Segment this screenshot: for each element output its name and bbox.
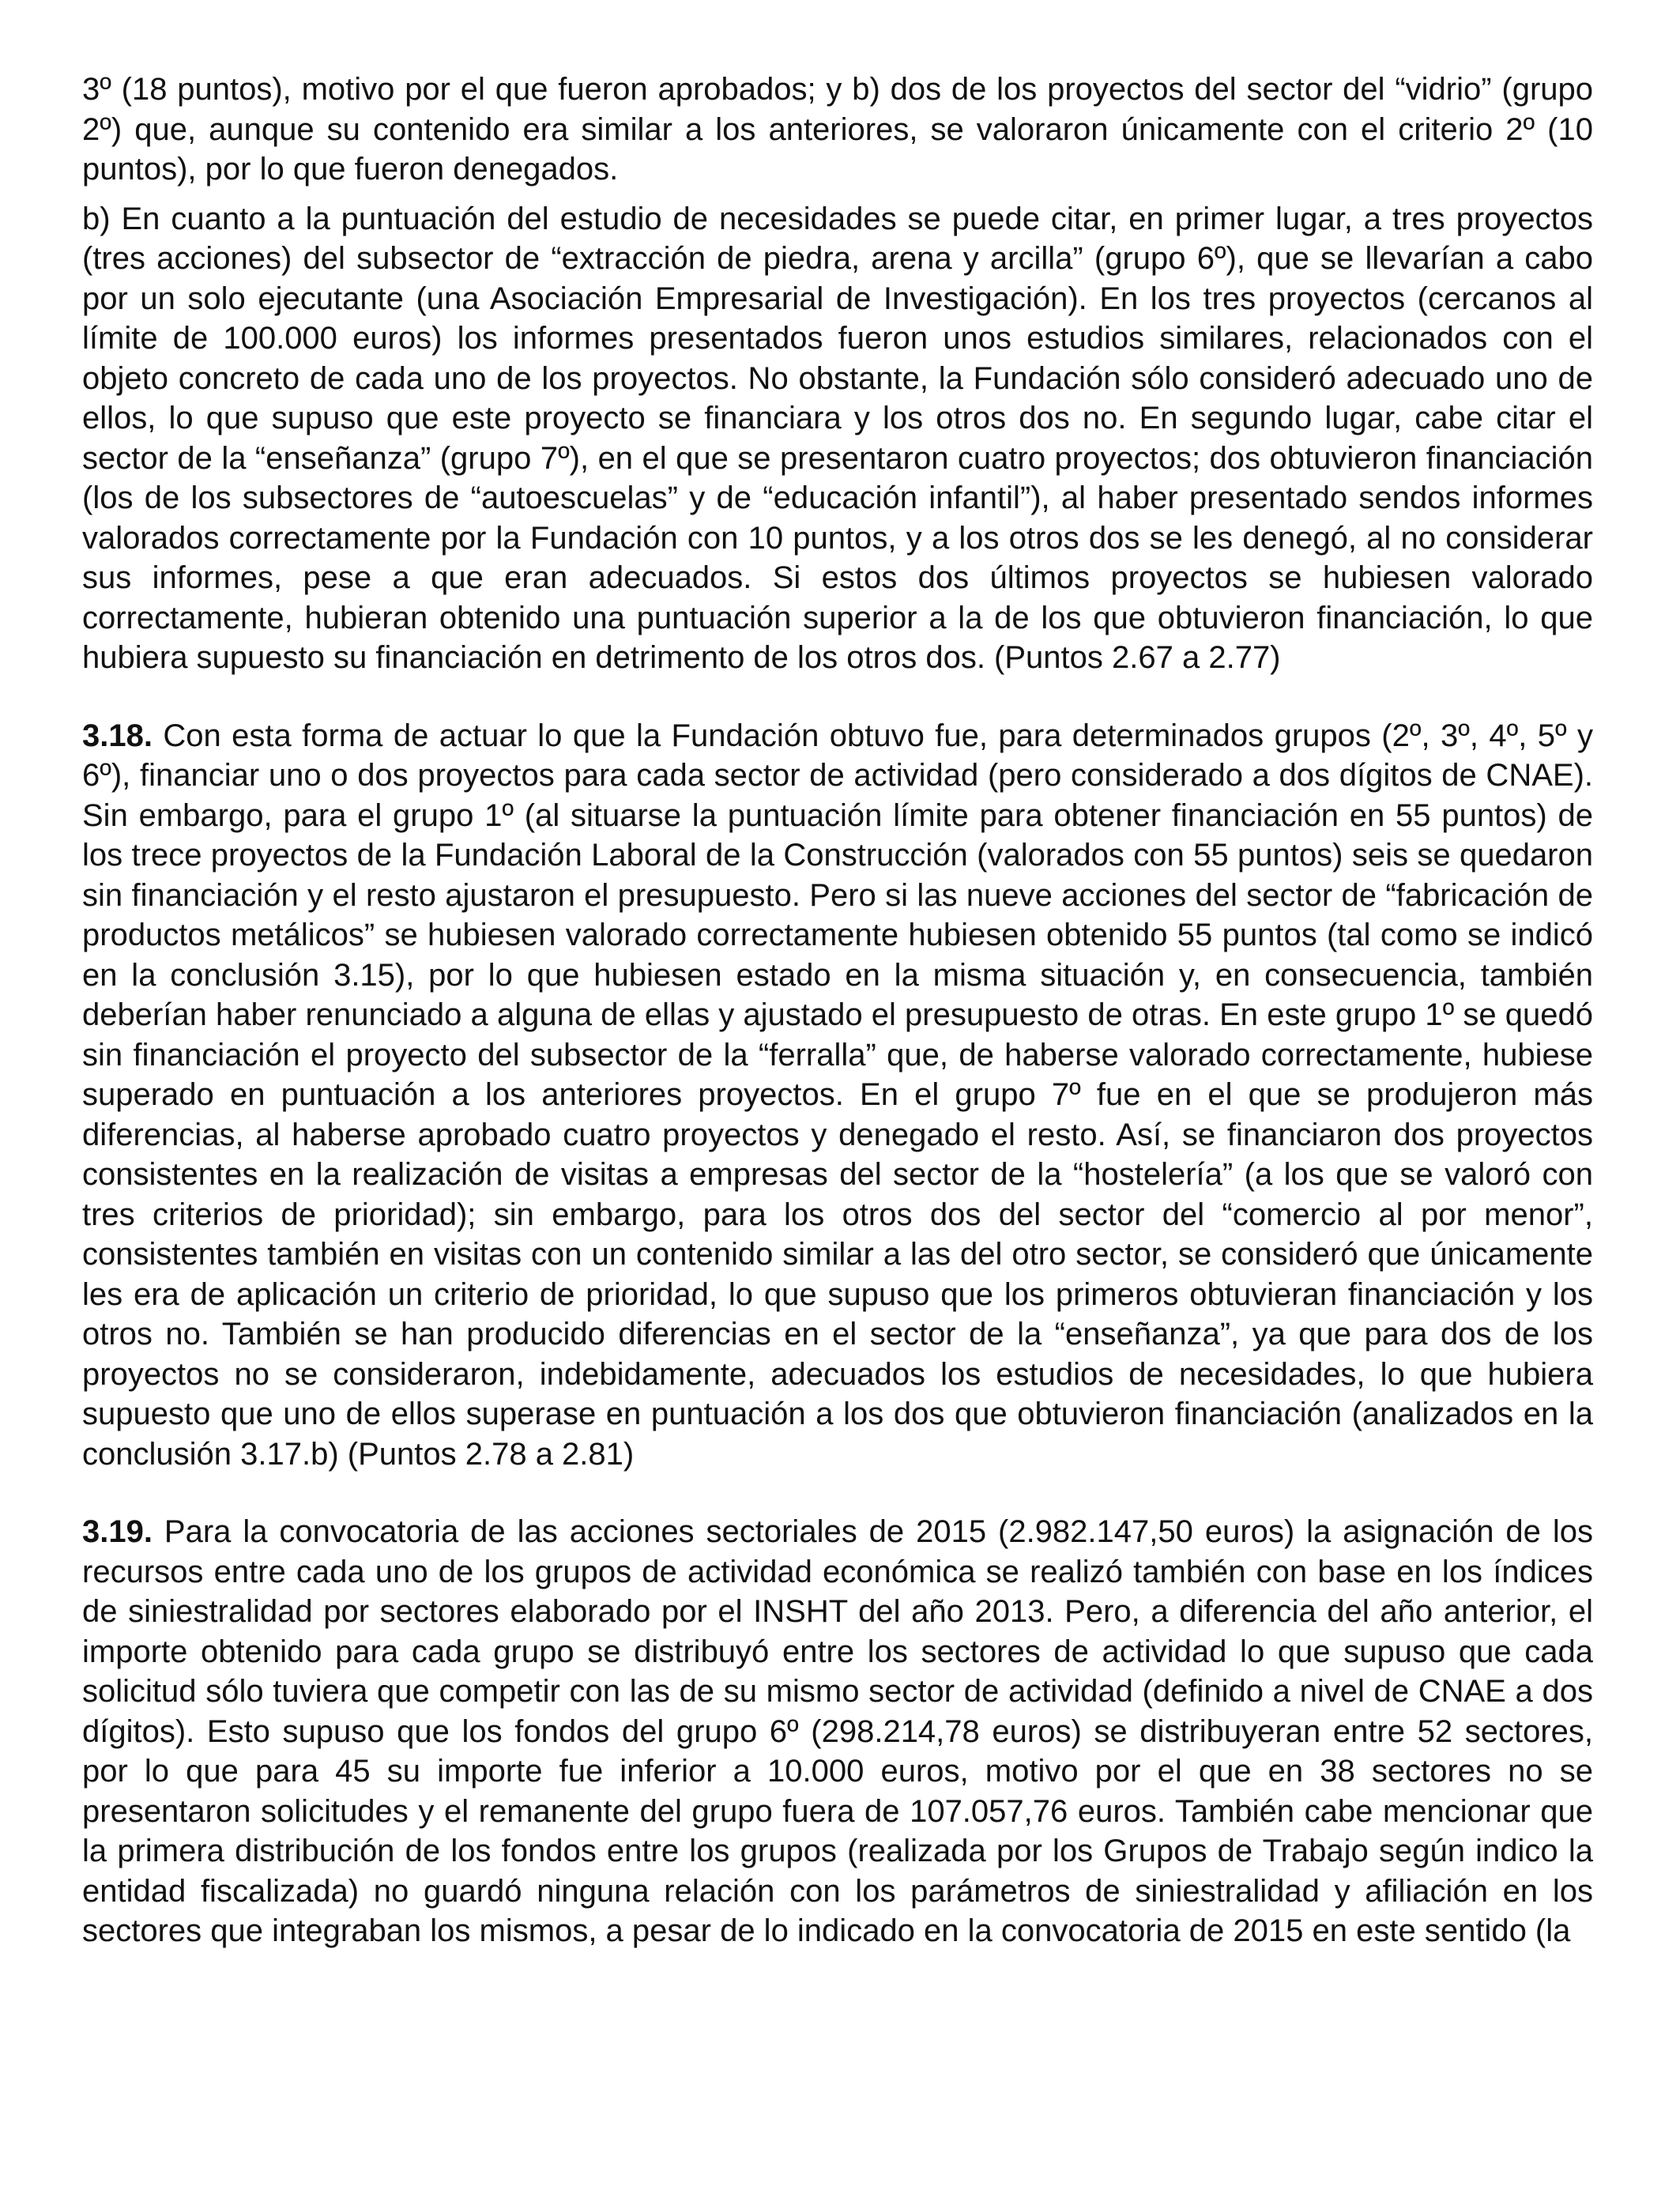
- paragraph-number: 3.18.: [82, 718, 153, 753]
- paragraph-3-18: [82, 716, 1593, 1475]
- paragraph-text: Con esta forma de actuar lo que la Fundación obtuvo fue, para determinados grupos (2º, 3º, 4º, 5º y 6º), financiar uno o dos proyectos para cada sector de actividad (pero considerado a dos dígitos de CNAE). Sin embargo, para el grupo 1º (al situarse la puntuación límite para obtener financiación en 55 puntos) de los trece proyectos de la Fundación Laboral de la Construcción (valorados con 55 puntos) seis se quedaron sin financiación y el resto ajustaron el presupuesto. Pero si las nueve acciones del sector de “fabricación de productos metálicos” se hubiesen valorado correctamente hubiesen obtenido 55 puntos (tal como se indicó en la conclusión 3.15), por lo que hubiesen estado en la misma situación y, en consecuencia, también deberían haber renunciado a alguna de ellas y ajustado el presupuesto de otras. En este grupo 1º se quedó sin financiación el proyecto del subsector de la “ferralla” que, de haberse valorado correctamente, hubiese superado en puntuación a los anteriores proyectos. En el grupo 7º fue en el que se produjeron más diferencias, al haberse aprobado cuatro proyectos y denegado el resto. Así, se financiaron dos proyectos consistentes en la realización de visitas a empresas del sector de la “hostelería” (a los que se valoró con tres criterios de prioridad); sin embargo, para los otros dos del sector del “comercio al por menor”, consistentes también en visitas con un contenido similar a las del otro sector, se consideró que únicamente les era de aplicación un criterio de prioridad, lo que supuso que los primeros obtuvieran financiación y los otros no. También se han producido diferencias en el sector de la “enseñanza”, ya que para dos de los proyectos no se consideraron, indebidamente, adecuados los estudios de necesidades, lo que hubiera supuesto que uno de ellos superase en puntuación a los dos que obtuvieron financiación (analizados en la conclusión 3.17.b) (Puntos 2.78 a 2.81): [82, 718, 1593, 1472]
- paragraph-continuation: [82, 70, 1593, 190]
- paragraph-text: Para la convocatoria de las acciones sectoriales de 2015 (2.982.147,50 euros) la asignación de los recursos entre cada uno de los grupos de actividad económica se realizó también con base en los índices de siniestralidad por sectores elaborado por el INSHT del año 2013. Pero, a diferencia del año anterior, el importe obtenido para cada grupo se distribuyó entre los sectores de actividad lo que supuso que cada solicitud sólo tuviera que competir con las de su mismo sector de actividad (definido a nivel de CNAE a dos dígitos). Esto supuso que los fondos del grupo 6º (298.214,78 euros) se distribuyeran entre 52 sectores, por lo que para 45 su importe fue inferior a 10.000 euros, motivo por el que en 38 sectores no se presentaron solicitudes y el remanente del grupo fuera de 107.057,76 euros. También cabe mencionar que la primera distribución de los fondos entre los grupos (realizada por los Grupos de Trabajo según indico la entidad fiscalizada) no guardó ninguna relación con los parámetros de siniestralidad y afiliación en los sectores que integraban los mismos, a pesar de lo indicado en la convocatoria de 2015 en este sentido (la: [82, 1514, 1593, 1948]
- paragraph-text: b) En cuanto a la puntuación del estudio de necesidades se puede citar, en primer lugar, a tres proyectos (tres acciones) del subsector de “extracción de piedra, arena y arcilla” (grupo 6º), que se llevarían a cabo por un solo ejecutante (una Asociación Empresarial de Investigación). En los tres proyectos (cercanos al límite de 100.000 euros) los informes presentados fueron unos estudios similares, relacionados con el objeto concreto de cada uno de los proyectos. No obstante, la Fundación sólo consideró adecuado uno de ellos, lo que supuso que este proyecto se financiara y los otros dos no. En segundo lugar, cabe citar el sector de la “enseñanza” (grupo 7º), en el que se presentaron cuatro proyectos; dos obtuvieron financiación (los de los subsectores de “autoescuelas” y de “educación infantil”), al haber presentado sendos informes valorados correctamente por la Fundación con 10 puntos, y a los otros dos se les denegó, al no considerar sus informes, pese a que eran adecuados. Si estos dos últimos proyectos se hubiesen valorado correctamente, hubieran obtenido una puntuación superior a la de los que obtuvieron financiación, lo que hubiera supuesto su financiación en detrimento de los otros dos. (Puntos 2.67 a 2.77): [82, 201, 1593, 675]
- document-page: [82, 70, 1593, 1951]
- paragraph-text: 3º (18 puntos), motivo por el que fueron aprobados; y b) dos de los proyectos del sector del “vidrio” (grupo 2º) que, aunque su contenido era similar a los anteriores, se valoraron únicamente con el criterio 2º (10 puntos), por lo que fueron denegados.: [82, 72, 1593, 187]
- paragraph-3-19: [82, 1512, 1593, 1951]
- paragraph-number: 3.19.: [82, 1514, 153, 1549]
- paragraph-item-b: [82, 199, 1593, 678]
